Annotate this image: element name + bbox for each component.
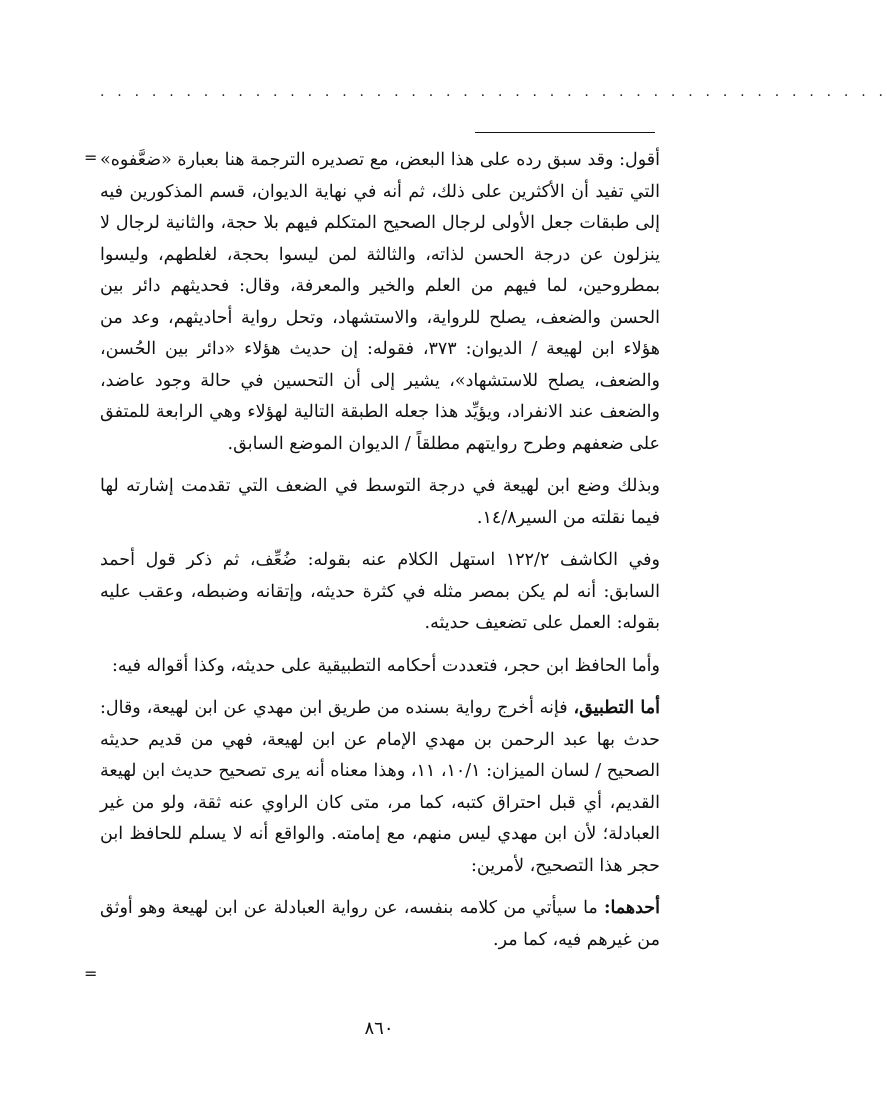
- continuation-mark-top: =: [84, 148, 98, 167]
- paragraph-text: ما سيأتي من كلامه بنفسه، عن رواية العبادلة عن ابن لهيعة وهو أوثق من غيرهم فيه، كما مر.: [100, 898, 660, 950]
- paragraph: [100, 651, 660, 683]
- paragraph: [100, 545, 660, 640]
- paragraph-text: فإنه أخرج رواية بسنده من طريق ابن مهدي عن ابن لهيعة، وقال: حدث بها عبد الرحمن بن مهدي الإمام عن ابن لهيعة، فهي من قديم حديثه الصحيح / لسان الميزان: ١٠/١، ١١، وهذا معناه أنه يرى تصحيح حديث ابن لهيعة القديم، أي قبل احتراق كتبه، كما مر، متى كان الراوي عنه ثقة، ولو من غير العبادلة؛ لأن ابن مهدي ليس منهم، مع إمامته. والواقع أنه لا يسلم للحافظ ابن حجر هذا التصحيح، لأمرين:: [100, 698, 661, 876]
- dotted-separator: . . . . . . . . . . . . . . . . . . . . . . . . . . . . . . . . . . . . . . . . . . . . . .: [100, 84, 887, 100]
- paragraph-text: وفي الكاشف ١٢٢/٢ استهل الكلام عنه بقوله: ضُعِّف، ثم ذكر قول أحمد السابق: أنه لم يكن بمصر مثله في كثرة حديثه، وإتقانه وضبطه، وعقب عليه بقوله: العمل على تضعيف حديثه.: [100, 550, 660, 633]
- paragraph-text: وبذلك وضع ابن لهيعة في درجة التوسط في الضعف التي تقدمت إشارته لها فيما نقلته من السير١٤/٨.: [100, 476, 660, 528]
- paragraph-lead: أحدهما:: [603, 898, 660, 918]
- paragraph-text: أقول: وقد سبق رده على هذا البعض، مع تصديره الترجمة هنا بعبارة «ضعَّفوه» التي تفيد أن الأكثرين على ذلك، ثم أنه في نهاية الديوان، قسم المذكورين فيه إلى طبقات جعل الأولى لرجال الصحيح المتكلم فيهم بلا حجة، والثانية لرجال لا ينزلون عن درجة الحسن لذاته، والثالثة لمن ليسوا بحجة، لغلطهم، وليسوا بمطروحين، لما فيهم من العلم والخير والمعرفة، وقال: فحديثهم دائر بين الحسن والضعف، يصلح للرواية، والاستشهاد، وتحل رواية أحاديثهم، وعد من هؤلاء ابن لهيعة / الديوان: ٣٧٣، فقوله: إن حديث هؤلاء «دائر بين الحُسن، والضعف، يصلح للاستشهاد»، يشير إلى أن التحسين في حالة وجود عاضد، والضعف عند الانفراد، ويؤيِّد هذا جعله الطبقة التالية لهؤلاء وهي الرابعة للمتفق على ضعفهم وطرح روايتهم مطلقاً / الديوان الموضع السابق.: [100, 150, 661, 454]
- paragraph: [100, 471, 660, 534]
- paragraph-text: وأما الحافظ ابن حجر، فتعددت أحكامه التطبيقية على حديثه، وكذا أقواله فيه:: [112, 655, 660, 676]
- paragraph: [100, 693, 660, 882]
- footnote-body: [100, 145, 660, 967]
- continuation-mark-bottom: =: [84, 964, 98, 983]
- paragraph-lead: أما التطبيق،: [573, 698, 660, 718]
- paragraph: [100, 145, 660, 460]
- page-number: ٨٦٠: [364, 1018, 394, 1039]
- paragraph: [100, 893, 660, 956]
- footnote-rule: [475, 132, 655, 133]
